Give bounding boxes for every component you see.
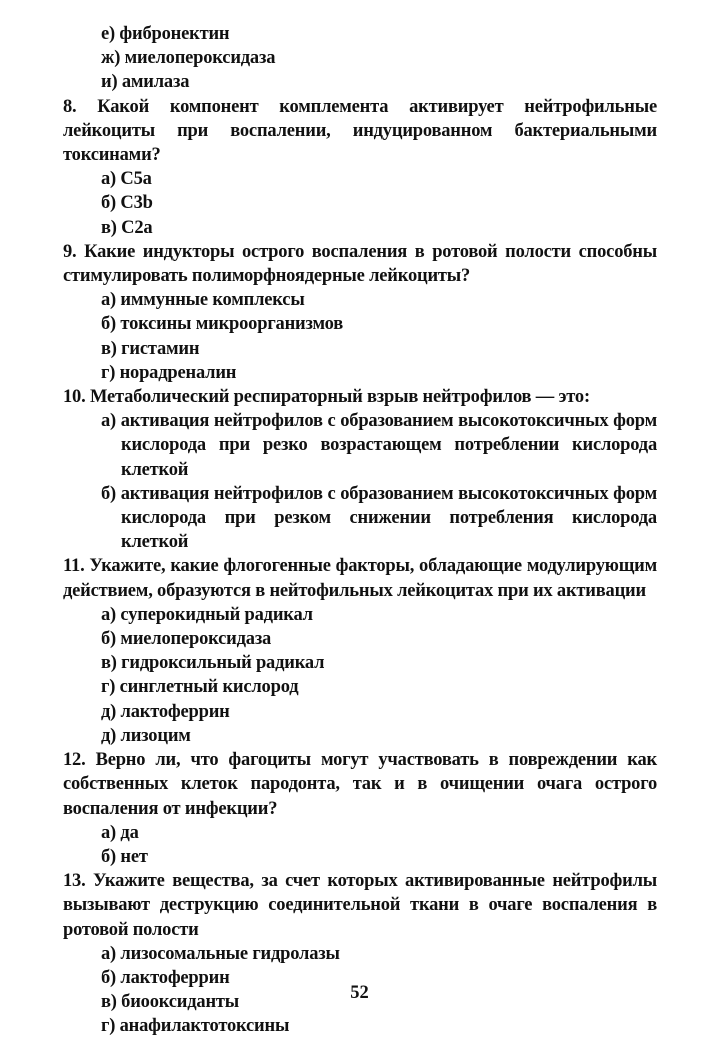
option: б) токсины микроорганизмов xyxy=(101,314,344,335)
option: д) лактоферрин xyxy=(101,701,230,722)
page-number: 52 xyxy=(350,983,369,1003)
question-11: 11. Укажите, какие флогогенные факторы, обладающие модулирующим действием, образуются в нейтофильных лейкоцитах при их активации xyxy=(63,556,657,601)
question-9: 9. Какие индукторы острого воспаления в ротовой полости способны стимулировать полиморфноядерные лейкоциты? xyxy=(63,241,657,287)
option: а) суперокидный радикал xyxy=(101,604,313,625)
question-12: 12. Верно ли, что фагоциты могут участвовать в повреждении как собственных клеток пародонта, так и в очищении очага острого воспаления от инфекции? xyxy=(63,750,657,819)
option: в) гистамин xyxy=(101,338,200,359)
option: а) да xyxy=(101,822,139,843)
option: б) С3b xyxy=(101,193,153,214)
option: г) анафилактотоксины xyxy=(101,1016,290,1037)
question-8: 8. Какой компонент комплемента активирует нейтрофильные лейкоциты при воспалении, индуцированном бактериальными токсинами? xyxy=(63,96,657,166)
option: б) лактоферрин xyxy=(101,967,230,988)
option: г) норадреналин xyxy=(101,362,237,383)
question-10: 10. Метаболический респираторный взрыв нейтрофилов — это: xyxy=(63,387,590,408)
option: г) синглетный кислород xyxy=(101,677,299,698)
option: а) активация нейтрофилов с образованием высокотоксичных форм кислорода при резко возрастающем потреблении кислорода клеткой xyxy=(101,411,657,480)
option: а) иммунные комплексы xyxy=(101,290,305,311)
option: ж) миелопероксидаза xyxy=(101,48,276,69)
option: а) лизосомальные гидролазы xyxy=(101,943,340,964)
option: б) нет xyxy=(101,846,148,867)
option: и) амилаза xyxy=(101,72,190,93)
page-content xyxy=(63,22,657,1039)
option: в) биооксиданты xyxy=(101,992,240,1013)
option: б) миелопероксидаза xyxy=(101,629,272,650)
option: а) С5а xyxy=(101,169,152,190)
option: е) фибронектин xyxy=(101,24,230,44)
question-13: 13. Укажите вещества, за счет которых активированные нейтрофилы вызывают деструкцию соединительной ткани в очаге воспаления в ротовой полости xyxy=(63,871,657,940)
option: в) С2а xyxy=(101,217,153,238)
option: в) гидроксильный радикал xyxy=(101,653,325,674)
option: б) активация нейтрофилов с образованием высокотоксичных форм кислорода при резком снижении потребления кислорода клеткой xyxy=(101,483,657,553)
option: д) лизоцим xyxy=(101,725,191,746)
